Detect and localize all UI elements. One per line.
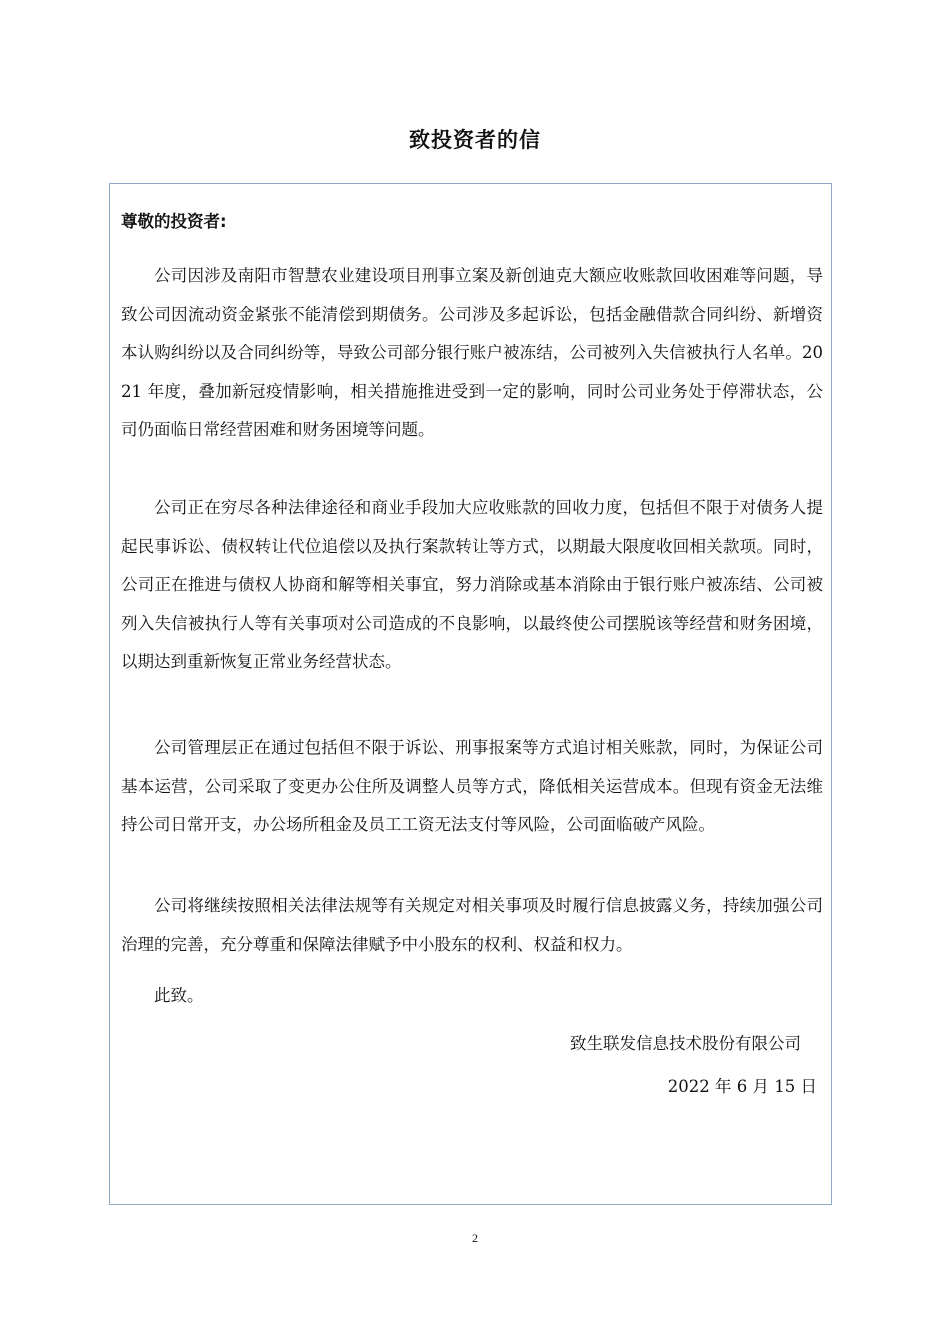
page-title: 致投资者的信	[409, 128, 541, 152]
paragraph-3: 公司管理层正在通过包括但不限于诉讼、刑事报案等方式追讨相关账款，同时，为保证公司基本运营，公司采取了变更办公住所及调整人员等方式，降低相关运营成本。但现有资金无法维持公司日常开支，办公场所租金及员工工资无法支付等风险，公司面临破产风险。	[121, 738, 823, 834]
paragraph-4: 公司将继续按照相关法律法规等有关规定对相关事项及时履行信息披露义务，持续加强公司治理的完善，充分尊重和保障法律赋予中小股东的权利、权益和权力。	[121, 896, 823, 954]
closing-remark: 此致。	[154, 986, 204, 1005]
paragraph-2: 公司正在穷尽各种法律途径和商业手段加大应收账款的回收力度，包括但不限于对债务人提起民事诉讼、债权转让代位追偿以及执行案款转让等方式，以期最大限度收回相关款项。同时，公司正在推进与债权人协商和解等相关事宜，努力消除或基本消除由于银行账户被冻结、公司被列入失信被执行人等有关事项对公司造成的不良影响，以最终使公司摆脱该等经营和财务困境，以期达到重新恢复正常业务经营状态。	[121, 498, 823, 671]
signature-company: 致生联发信息技术股份有限公司	[570, 1034, 801, 1053]
page-number: 2	[472, 1231, 478, 1245]
salutation: 尊敬的投资者:	[121, 212, 227, 231]
signature-date: 2022 年 6 月 15 日	[667, 1077, 817, 1096]
paragraph-1: 公司因涉及南阳市智慧农业建设项目刑事立案及新创迪克大额应收账款回收困难等问题，导致公司因流动资金紧张不能清偿到期债务。公司涉及多起诉讼，包括金融借款合同纠纷、新增资本认购纠纷以及合同纠纷等，导致公司部分银行账户被冻结，公司被列入失信被执行人名单。2021 年度，叠加新冠疫情影响，相关措施推进受到一定的影响，同时公司业务处于停滞状态，公司仍面临日常经营困难和财务困境等问题。	[121, 266, 823, 439]
